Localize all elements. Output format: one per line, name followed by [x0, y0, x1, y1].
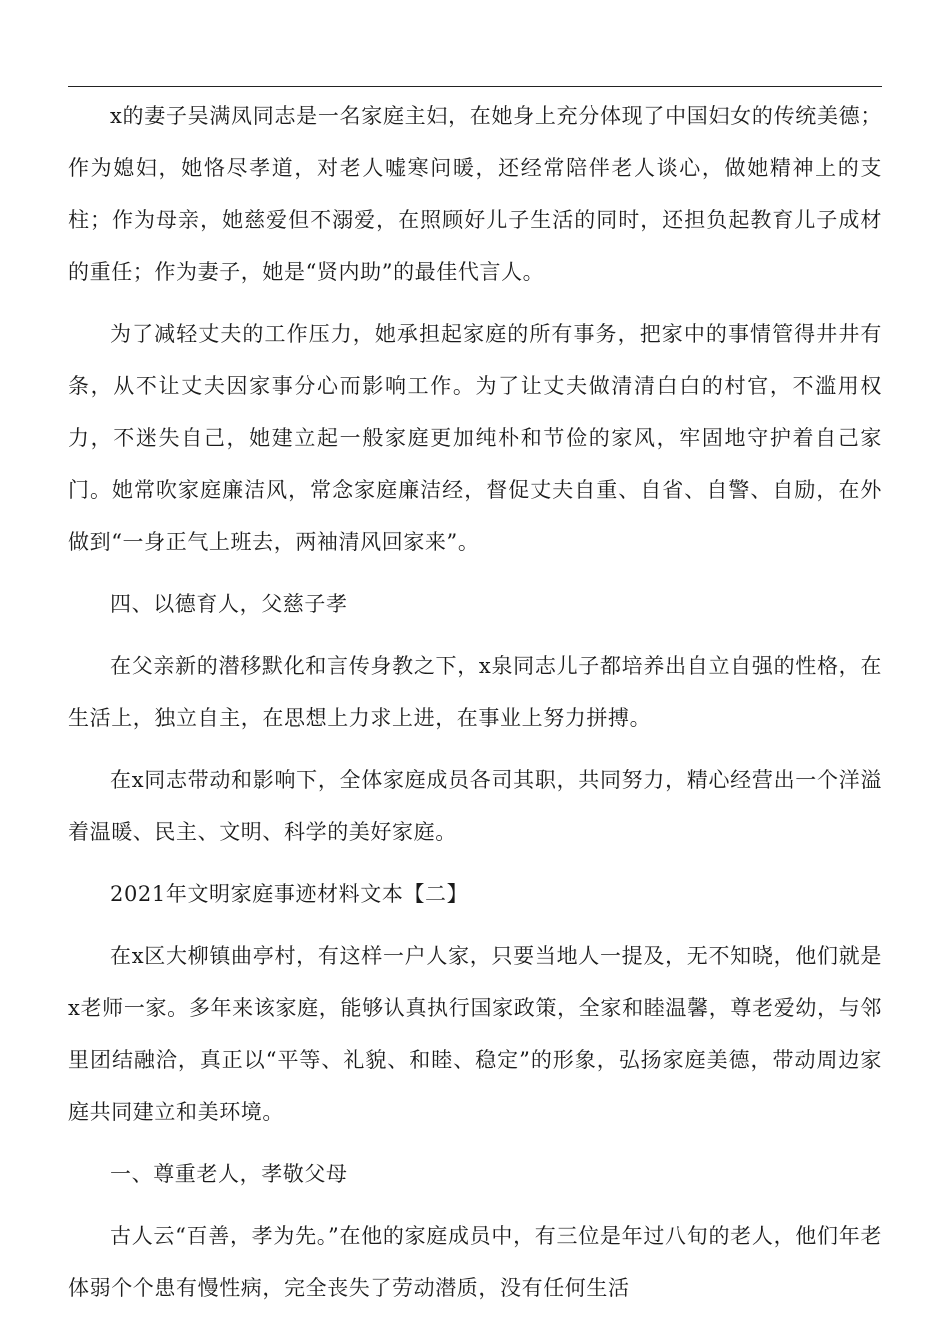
paragraph-family-harmony: 在x同志带动和影响下，全体家庭成员各司其职，共同努力，精心经营出一个洋溢着温暖、民主、文明、科学的美好家庭。 [68, 768, 882, 844]
paragraph-wife-virtues: x的妻子吴满凤同志是一名家庭主妇，在她身上充分体现了中国妇女的传统美德；作为媳妇，她恪尽孝道，对老人嘘寒问暖，还经常陪伴老人谈心，做她精神上的支柱；作为母亲，她慈爱但不溺爱，在照顾好儿子生活的同时，还担负起教育儿子成材的重任；作为妻子，她是“贤内助”的最佳代言人。 [68, 104, 882, 284]
section-heading-moral-education: 四、以德育人，父慈子孝 [110, 592, 348, 616]
document-body [68, 90, 882, 1324]
paragraph-teacher-family: 在x区大柳镇曲亭村，有这样一户人家，只要当地人一提及，无不知晓，他们就是x老师一家。多年来该家庭，能够认真执行国家政策，全家和睦温馨，尊老爱幼，与邻里团结融洽，真正以“平等、礼貌、和睦、稳定”的形象，弘扬家庭美德，带动周边家庭共同建立和美环境。 [68, 944, 882, 1124]
section-heading-respect-elders: 一、尊重老人，孝敬父母 [110, 1162, 348, 1186]
header-divider [68, 86, 882, 87]
paragraph-filial-piety: 古人云“百善，孝为先。”在他的家庭成员中，有三位是年过八旬的老人，他们年老体弱个个患有慢性病，完全丧失了劳动潜质，没有任何生活 [68, 1224, 882, 1300]
document-subtitle-part-two: 2021年文明家庭事迹材料文本【二】 [110, 882, 469, 906]
paragraph-reduce-pressure: 为了减轻丈夫的工作压力，她承担起家庭的所有事务，把家中的事情管得井井有条，从不让丈夫因家事分心而影响工作。为了让丈夫做清清白白的村官，不滥用权力，不迷失自己，她建立起一般家庭更加纯朴和节俭的家风，牢固地守护着自己家门。她常吹家庭廉洁风，常念家庭廉洁经，督促丈夫自重、自省、自警、自励，在外做到“一身正气上班去，两袖清风回家来”。 [68, 322, 882, 554]
paragraph-son-character: 在父亲新的潜移默化和言传身教之下，x泉同志儿子都培养出自立自强的性格，在生活上，独立自主，在思想上力求上进，在事业上努力拼搏。 [68, 654, 882, 730]
